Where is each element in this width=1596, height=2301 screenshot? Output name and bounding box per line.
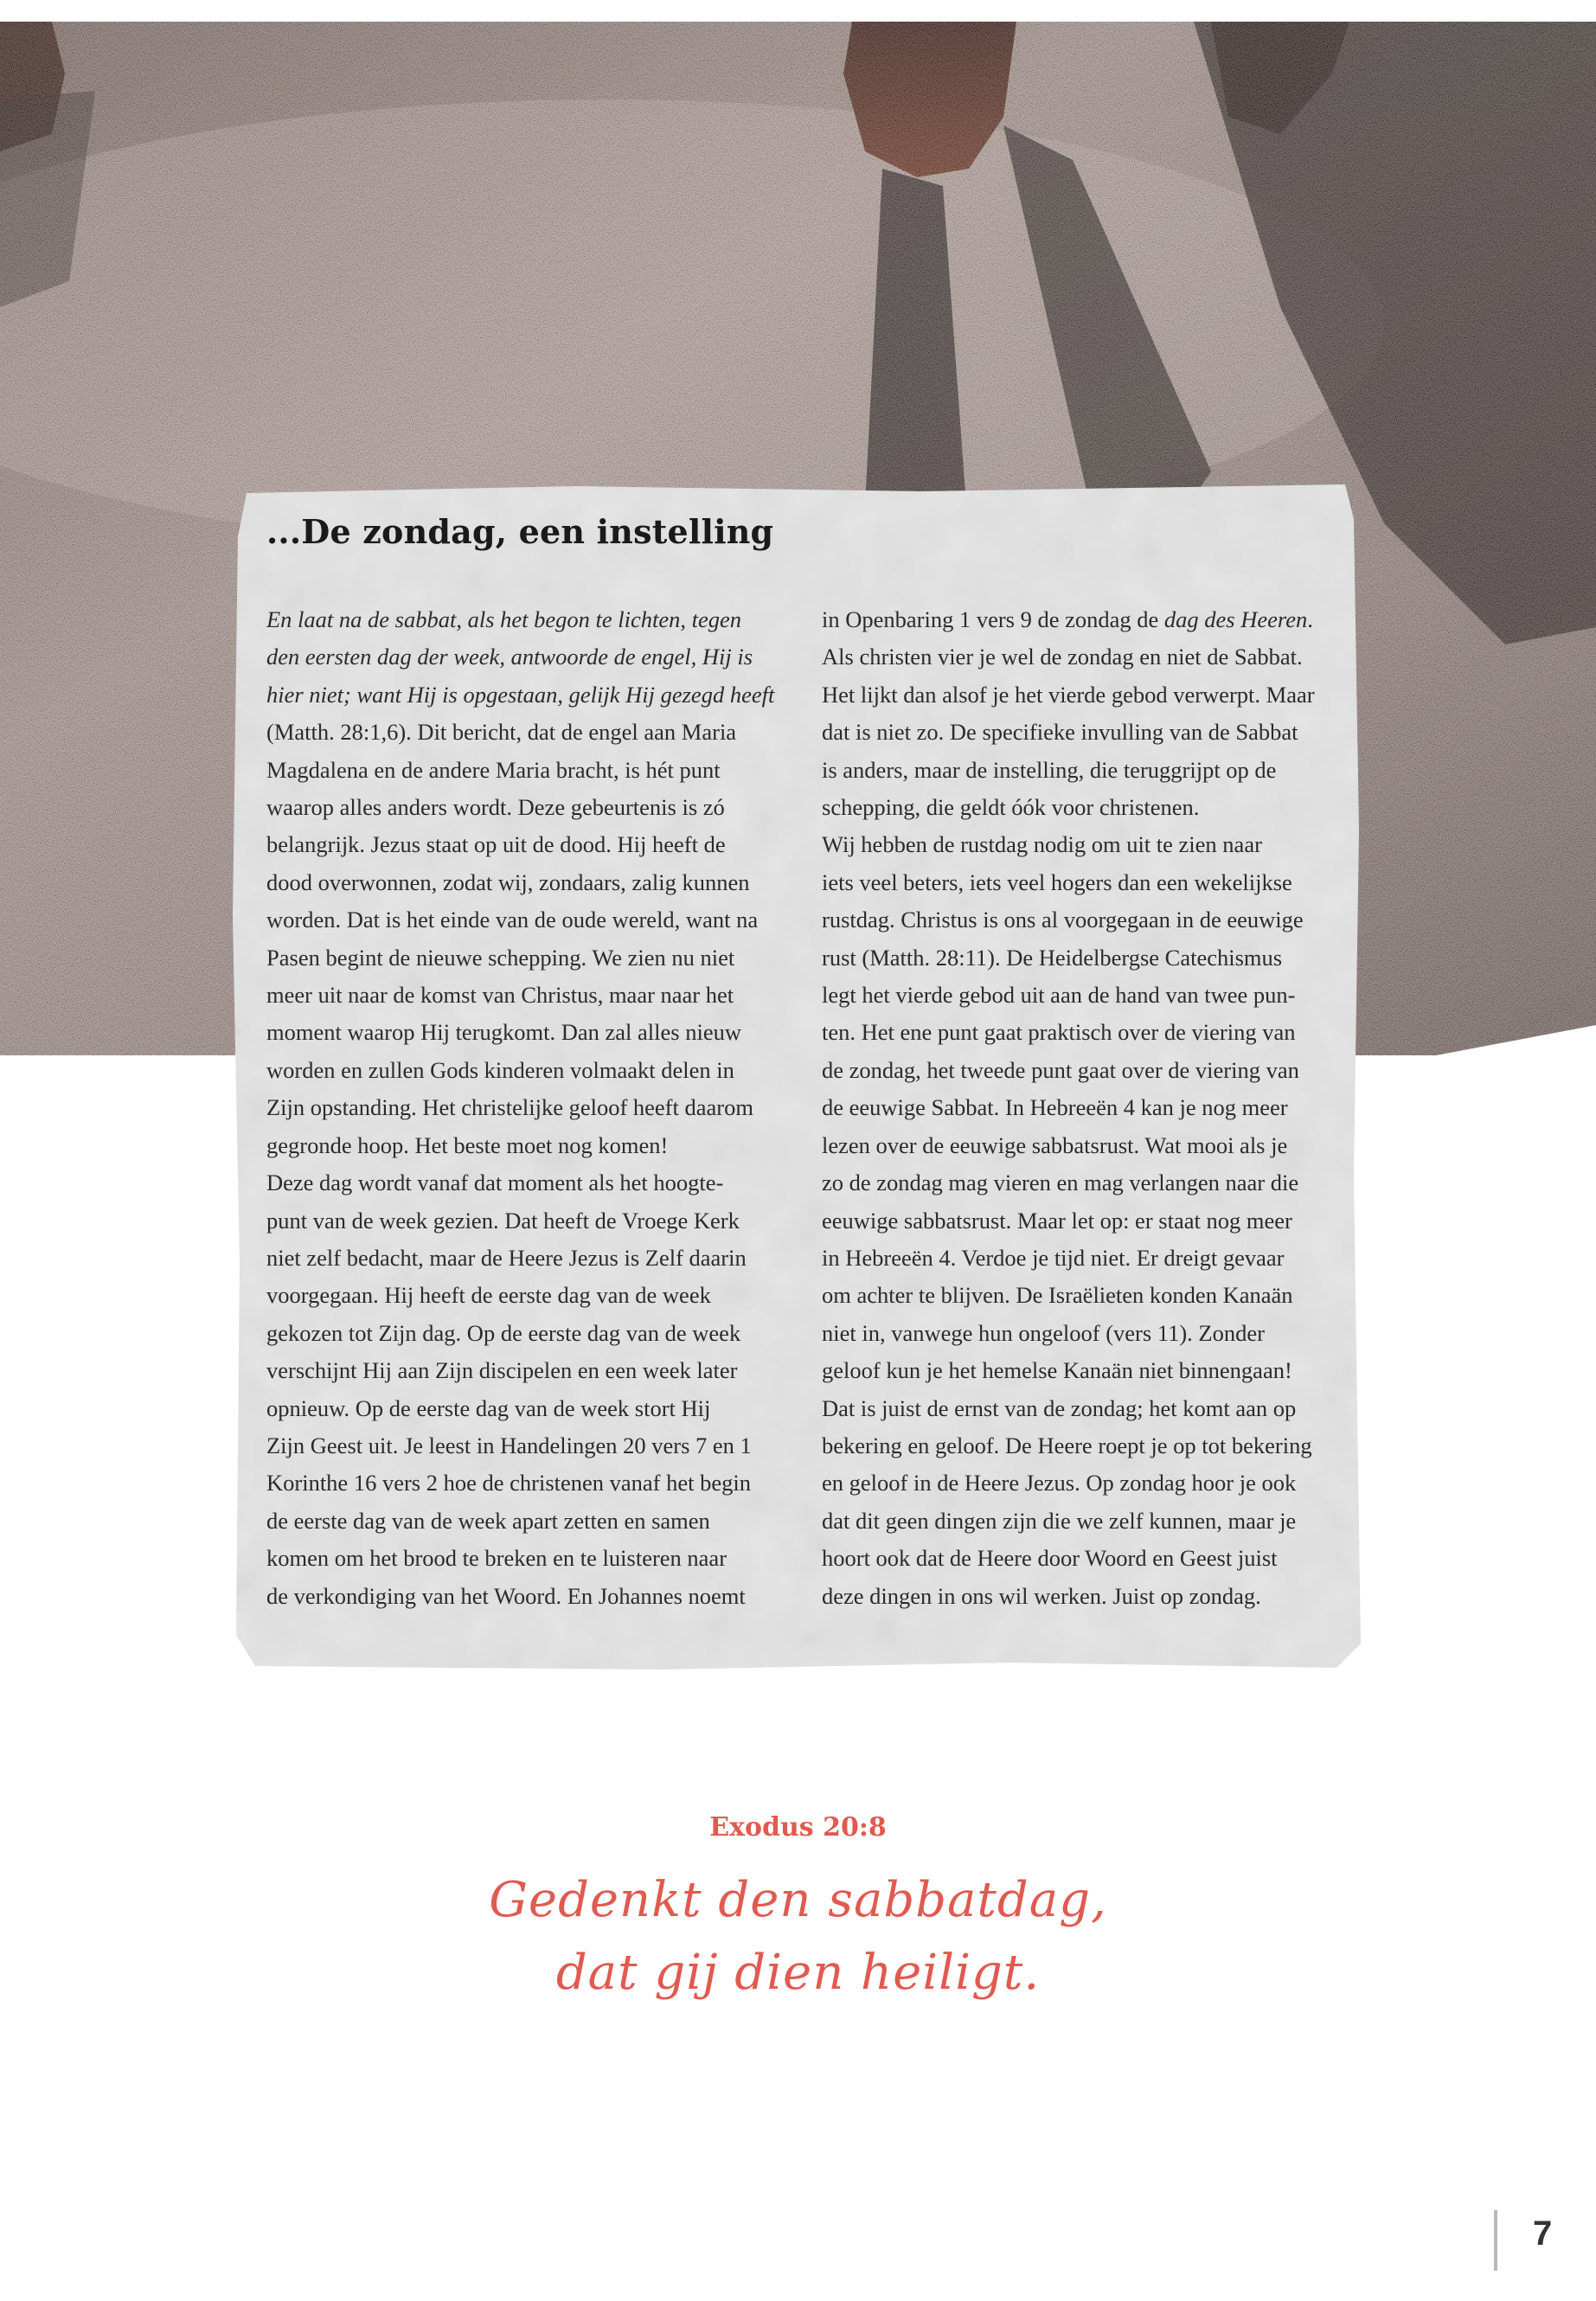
text-line: punt van de week gezien. Dat heeft de Vroege Kerk: [266, 1207, 740, 1234]
article-title: ...De zondag, een instelling: [266, 512, 774, 551]
text-line: Magdalena en de andere Maria bracht, is hét punt: [266, 756, 721, 783]
article-left-column: [266, 601, 785, 1615]
text-line: iets veel beters, iets veel hogers dan een wekelijkse: [822, 868, 1292, 895]
text-line: Deze dag wordt vanaf dat moment als het hoogte-: [266, 1170, 724, 1196]
text-line: hoort ook dat de Heere door Woord en Geest juist: [822, 1545, 1278, 1572]
text-line: verschijnt Hij aan Zijn discipelen en een week later: [266, 1357, 738, 1384]
page-number: 7: [1533, 2214, 1553, 2253]
quote-reference: Exodus 20:8: [709, 1812, 887, 1843]
article-right-column: [822, 601, 1341, 1615]
text-line: Zijn opstanding. Het christelijke geloof heeft daarom: [266, 1094, 753, 1121]
handwritten-quote: [0, 1864, 1596, 2009]
text-line: Wij hebben de rustdag nodig om uit te zien naar: [822, 831, 1262, 858]
text-line: worden en zullen Gods kinderen volmaakt delen in: [266, 1056, 734, 1083]
text-line: bekering en geloof. De Heere roept je op tot bekering: [822, 1432, 1312, 1458]
text-line: Als christen vier je wel de zondag en niet de Sabbat.: [822, 644, 1303, 670]
text-line: de zondag, het tweede punt gaat over de viering van: [822, 1056, 1299, 1083]
text-line: moment waarop Hij terugkomt. Dan zal alles nieuw: [266, 1019, 741, 1046]
text-line: meer uit naar de komst van Christus, maar naar het: [266, 982, 734, 1009]
text-line: de eerste dag van de week apart zetten en samen: [266, 1507, 710, 1534]
text-line: gekozen tot Zijn dag. Op de eerste dag van de week: [266, 1319, 741, 1346]
text-line: Zijn Geest uit. Je leest in Handelingen 20 vers 7 en 1: [266, 1432, 752, 1458]
text-line: niet in, vanwege hun ongeloof (vers 11). Zonder: [822, 1319, 1265, 1346]
page-number-rule: [1494, 2210, 1497, 2271]
text-line: deze dingen in ons wil werken. Juist op zondag.: [822, 1582, 1261, 1609]
quote-line: Gedenkt den sabbatdag,: [489, 1872, 1107, 1928]
text-line: opnieuw. Op de eerste dag van de week stort Hij: [266, 1394, 711, 1421]
text-line: dood overwonnen, zodat wij, zondaars, zalig kunnen: [266, 868, 750, 895]
text-line: worden. Dat is het einde van de oude wereld, want na: [266, 907, 759, 933]
quote-line: dat gij dien heiligt.: [555, 1945, 1041, 2001]
text-line: Het lijkt dan alsof je het vierde gebod verwerpt. Maar: [822, 681, 1315, 708]
text-line: gegronde hoop. Het beste moet nog komen!: [266, 1131, 669, 1158]
text-line: in Hebreeën 4. Verdoe je tijd niet. Er dreigt gevaar: [822, 1244, 1285, 1271]
text-line: voorgegaan. Hij heeft de eerste dag van de week: [266, 1282, 711, 1309]
text-line: rust (Matth. 28:11). De Heidelbergse Catechismus: [822, 944, 1283, 971]
text-line: om achter te blijven. De Israëlieten konden Kanaän: [822, 1282, 1293, 1309]
text-line: Pasen begint de nieuwe schepping. We zien nu niet: [266, 944, 735, 971]
text-line: belangrijk. Jezus staat op uit de dood. Hij heeft de: [266, 831, 726, 858]
text-line: dat is niet zo. De specifieke invulling van de Sabbat: [822, 719, 1298, 746]
text-line: rustdag. Christus is ons al voorgegaan in de eeuwige: [822, 907, 1304, 933]
text-line: hier niet; want Hij is opgestaan, gelijk Hij gezegd heeft: [266, 681, 775, 708]
text-line: Dat is juist de ernst van de zondag; het komt aan op: [822, 1394, 1297, 1421]
text-line: den eersten dag der week, antwoorde de engel, Hij is: [266, 644, 753, 670]
text-line: niet zelf bedacht, maar de Heere Jezus is Zelf daarin: [266, 1244, 747, 1271]
text-line: lezen over de eeuwige sabbatsrust. Wat mooi als je: [822, 1131, 1288, 1158]
text-line: legt het vierde gebod uit aan de hand van twee pun-: [822, 982, 1296, 1009]
text-line: komen om het brood te breken en te luisteren naar: [266, 1545, 727, 1572]
text-line: eeuwige sabbatsrust. Maar let op: er staat nog meer: [822, 1207, 1292, 1234]
text-line: is anders, maar de instelling, die teruggrijpt op de: [822, 756, 1277, 783]
text-line: Korinthe 16 vers 2 hoe de christenen vanaf het begin: [266, 1470, 751, 1497]
text-line: zo de zondag mag vieren en mag verlangen naar die: [822, 1170, 1299, 1196]
text-line: waarop alles anders wordt. Deze gebeurtenis is zó: [266, 794, 725, 821]
text-line: schepping, die geldt óók voor christenen.: [822, 794, 1200, 821]
text-line: dat dit geen dingen zijn die we zelf kunnen, maar je: [822, 1507, 1297, 1534]
text-line: geloof kun je het hemelse Kanaän niet binnengaan!: [822, 1357, 1292, 1384]
text-line: ten. Het ene punt gaat praktisch over de viering van: [822, 1019, 1296, 1046]
text-line: de eeuwige Sabbat. In Hebreeën 4 kan je nog meer: [822, 1094, 1288, 1121]
text-line: (Matth. 28:1,6). Dit bericht, dat de engel aan Maria: [266, 719, 737, 746]
text-line: de verkondiging van het Woord. En Johannes noemt: [266, 1582, 746, 1609]
text-line: en geloof in de Heere Jezus. Op zondag hoor je ook: [822, 1470, 1297, 1497]
text-line: in Openbaring 1 vers 9 de zondag de dag des Heeren.: [822, 606, 1313, 632]
text-line: En laat na de sabbat, als het begon te lichten, tegen: [266, 606, 742, 632]
